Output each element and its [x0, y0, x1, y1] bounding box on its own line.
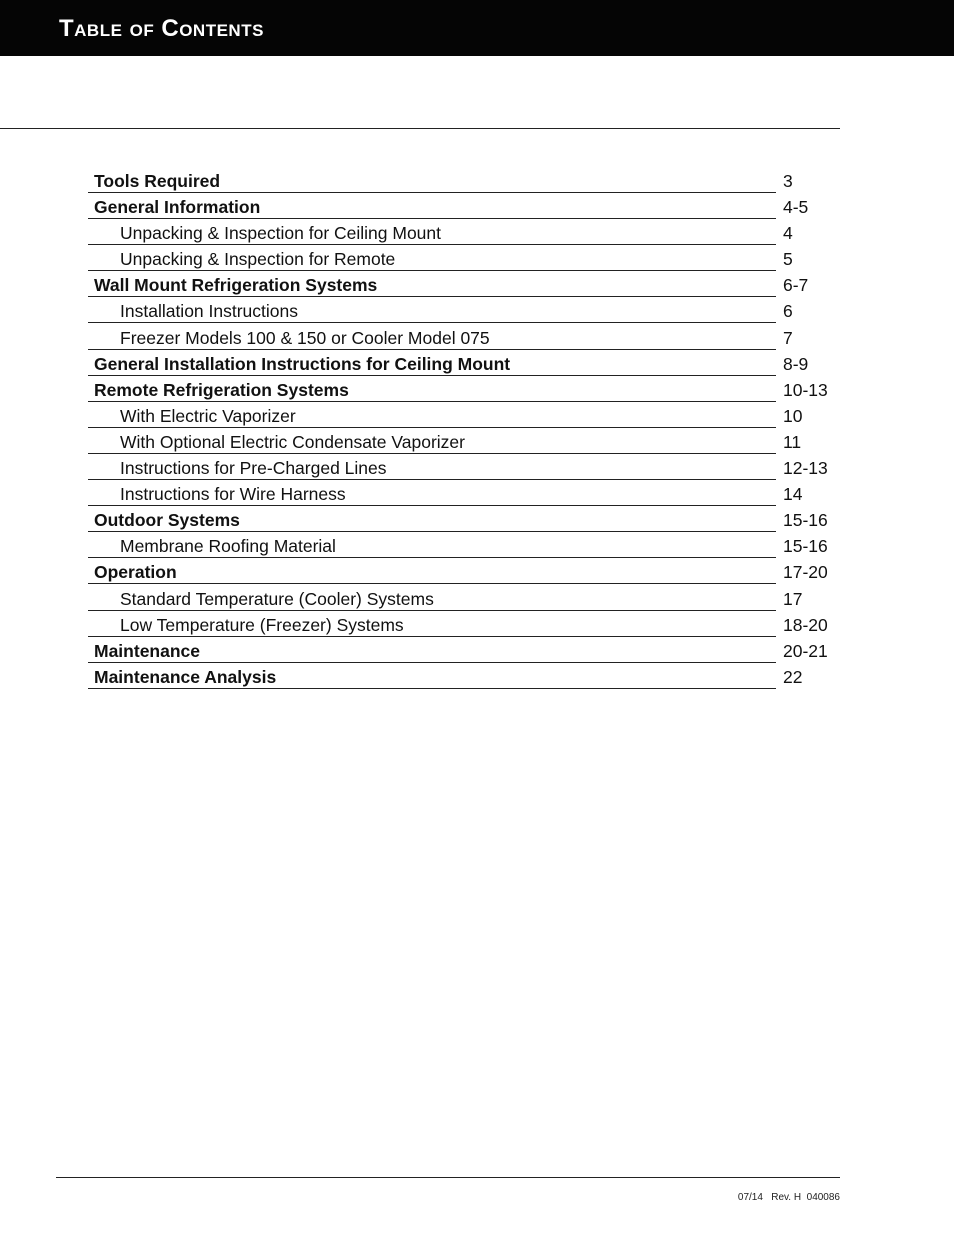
- toc-row[interactable]: [88, 638, 840, 664]
- footer-revision: 07/14 Rev. H 040086: [737, 1192, 840, 1203]
- toc-row[interactable]: [88, 533, 840, 559]
- toc-row[interactable]: [88, 559, 840, 585]
- toc-entry-page: 5: [783, 249, 793, 270]
- toc-entry-title: Installation Instructions: [88, 298, 776, 323]
- top-divider: [0, 128, 840, 129]
- toc-row[interactable]: [88, 377, 840, 403]
- toc-entry-title: Outdoor Systems: [88, 507, 776, 532]
- toc-entry-title: Low Temperature (Freezer) Systems: [88, 612, 776, 637]
- toc-row[interactable]: [88, 272, 840, 298]
- toc-entry-page: 11: [783, 431, 802, 452]
- toc-entry-page: 20-21: [783, 640, 828, 661]
- toc-entry-title: Tools Required: [88, 168, 776, 193]
- toc-row[interactable]: [88, 220, 840, 246]
- toc-entry-page: 7: [783, 327, 793, 348]
- toc-entry-page: 6-7: [783, 275, 809, 296]
- toc-entry-title: Operation: [88, 559, 776, 584]
- toc-row[interactable]: [88, 298, 840, 324]
- toc-entry-title: Standard Temperature (Cooler) Systems: [88, 586, 776, 611]
- toc-entry-title: Instructions for Pre-Charged Lines: [88, 455, 776, 480]
- toc-entry-title: Instructions for Wire Harness: [88, 481, 776, 506]
- toc-row[interactable]: [88, 168, 840, 194]
- toc-entry-page: 12-13: [783, 458, 828, 479]
- toc-entry-title: Maintenance: [88, 638, 776, 663]
- toc-entry-title: Wall Mount Refrigeration Systems: [88, 272, 776, 297]
- toc-entry-page: 17: [783, 588, 803, 609]
- bottom-divider: [56, 1177, 840, 1178]
- toc-entry-title: With Electric Vaporizer: [88, 403, 776, 428]
- toc-entry-page: 18-20: [783, 614, 828, 635]
- toc-entry-page: 10: [783, 405, 803, 426]
- toc-entry-title: Maintenance Analysis: [88, 664, 776, 689]
- toc-row[interactable]: [88, 664, 840, 690]
- toc-entry-page: 8-9: [783, 353, 809, 374]
- toc-row[interactable]: [88, 403, 840, 429]
- toc-row[interactable]: [88, 586, 840, 612]
- toc-entry-title: General Information: [88, 194, 776, 219]
- toc-entry-page: 14: [783, 484, 803, 505]
- toc-entry-title: Membrane Roofing Material: [88, 533, 776, 558]
- toc-entry-page: 4: [783, 223, 793, 244]
- toc-entry-title: Unpacking & Inspection for Remote: [88, 246, 776, 271]
- toc-entry-page: 22: [783, 666, 803, 687]
- toc-entry-page: 6: [783, 301, 793, 322]
- toc-row[interactable]: [88, 246, 840, 272]
- toc-entry-title: With Optional Electric Condensate Vaporizer: [88, 429, 776, 454]
- header-bar: [0, 0, 954, 56]
- toc-row[interactable]: [88, 351, 840, 377]
- toc-row[interactable]: [88, 455, 840, 481]
- toc-row[interactable]: [88, 325, 840, 351]
- toc-entry-page: 15-16: [783, 536, 828, 557]
- toc-row[interactable]: [88, 429, 840, 455]
- toc-entry-page: 10-13: [783, 379, 828, 400]
- toc-entry-page: 15-16: [783, 510, 828, 531]
- toc-entry-page: 17-20: [783, 562, 828, 583]
- page-title: Table of Contents: [59, 15, 264, 42]
- toc-entry-title: Unpacking & Inspection for Ceiling Mount: [88, 220, 776, 245]
- toc-entry-page: 4-5: [783, 197, 809, 218]
- toc-row[interactable]: [88, 481, 840, 507]
- table-of-contents: [88, 168, 840, 690]
- toc-entry-title: Remote Refrigeration Systems: [88, 377, 776, 402]
- toc-row[interactable]: [88, 612, 840, 638]
- toc-row[interactable]: [88, 507, 840, 533]
- toc-entry-page: 3: [783, 171, 793, 191]
- toc-entry-title: Freezer Models 100 & 150 or Cooler Model 075: [88, 325, 776, 350]
- toc-row[interactable]: [88, 194, 840, 220]
- toc-entry-title: General Installation Instructions for Ceiling Mount: [88, 351, 776, 376]
